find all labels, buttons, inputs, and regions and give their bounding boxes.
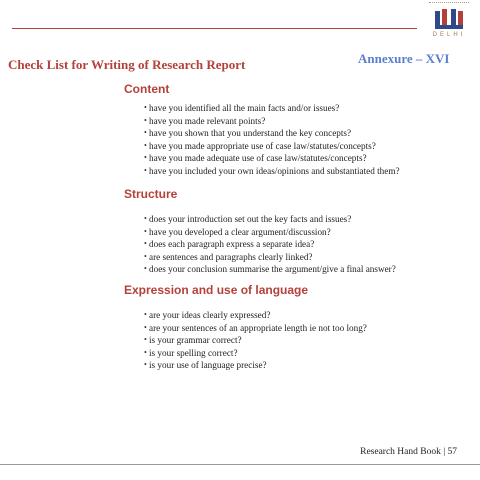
checklist-item: • have you made appropriate use of case law/statutes/concepts? (124, 140, 400, 153)
checklist-item: • have you made relevant points? (124, 115, 400, 128)
checklist-item: • are your sentences of an appropriate length ie not too long? (124, 322, 367, 335)
section-heading: Structure (124, 187, 178, 201)
checklist-item: • is your spelling correct? (124, 347, 367, 360)
checklist-item: • have you identified all the main facts and/or issues? (124, 102, 400, 115)
university-logo (425, 2, 473, 42)
checklist (124, 102, 400, 178)
checklist-item: • is your grammar correct? (124, 334, 367, 347)
checklist-item: • have you included your own ideas/opinions and substantiated them? (124, 165, 400, 178)
section-expression (124, 283, 367, 372)
footer-rule (0, 464, 480, 465)
checklist-item: • have you shown that you understand the key concepts? (124, 127, 400, 140)
checklist-item: • does your conclusion summarise the argument/give a final answer? (124, 263, 396, 276)
section-structure (124, 187, 396, 276)
page-footer: Research Hand Book | 57 (360, 447, 457, 457)
page-title: Check List for Writing of Research Report (8, 57, 246, 72)
checklist-item: • does each paragraph express a separate idea? (124, 238, 396, 251)
checklist (124, 309, 367, 372)
header-rule (12, 28, 417, 29)
section-heading: Expression and use of language (124, 283, 309, 297)
logo-mark-icon (433, 7, 465, 31)
checklist-item: • have you developed a clear argument/discussion? (124, 226, 396, 239)
checklist-item: • are your ideas clearly expressed? (124, 309, 367, 322)
checklist-item: • is your use of language precise? (124, 359, 367, 372)
section-heading: Content (124, 82, 170, 96)
logo-tagline (429, 2, 469, 5)
checklist (124, 213, 396, 276)
section-content (124, 82, 400, 178)
checklist-item: • have you made adequate use of case law/statutes/concepts? (124, 152, 400, 165)
logo-wordmark: DELHI (432, 32, 466, 38)
checklist-item: • does your introduction set out the key facts and issues? (124, 213, 396, 226)
annexure-label: Annexure – XVI (358, 51, 450, 66)
checklist-item: • are sentences and paragraphs clearly linked? (124, 251, 396, 264)
